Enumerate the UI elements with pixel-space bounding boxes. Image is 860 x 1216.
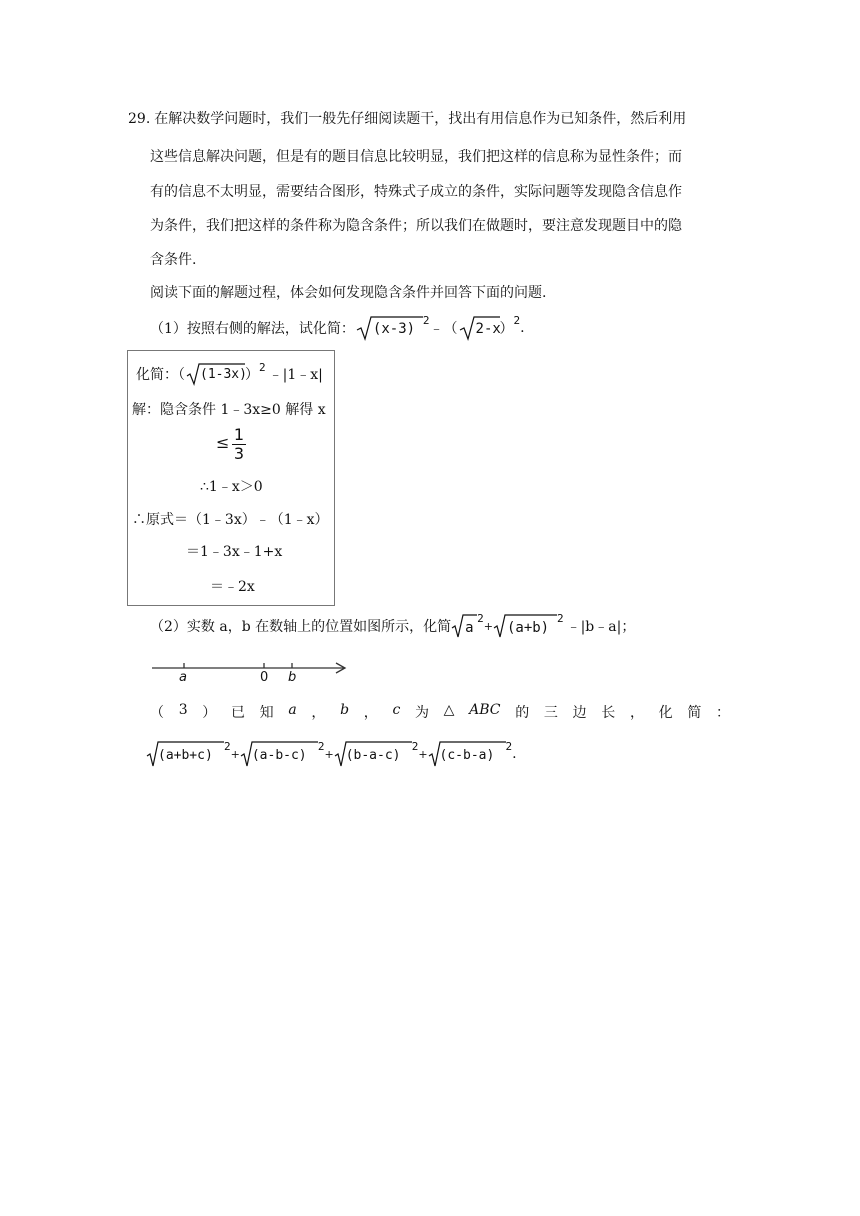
intro-line-5: 含条件.: [150, 252, 197, 268]
p3-token: 简: [687, 705, 702, 721]
box-l1-close: ）: [245, 367, 259, 383]
sqrt-2-minus-x: [458, 314, 500, 342]
problem-number: [128, 109, 686, 129]
fraction-denominator: 3: [233, 444, 245, 463]
part2-exponent-2: 2: [556, 611, 564, 625]
p3-token: （: [150, 705, 164, 721]
p3-token-triangle: △: [443, 702, 455, 718]
p3-token: ，: [629, 705, 644, 721]
part1-radicand-b: 2-x: [475, 321, 501, 337]
p3-token-c: c: [392, 702, 401, 718]
sqrt-a-squared: [451, 612, 477, 640]
part3-label: [150, 702, 730, 722]
p3-token-b: b: [340, 702, 350, 718]
sqrt-term-2: [240, 739, 318, 769]
box-l1-prefix: 化简：（: [136, 367, 185, 383]
sqrt-a-plus-b-squared: [493, 612, 557, 640]
axis-label-b: b: [288, 670, 297, 685]
question-number: 29.: [128, 111, 151, 127]
part2-question: [150, 610, 635, 642]
term-3-exponent: 2: [411, 739, 419, 753]
box-line-7: ＝﹣2x: [210, 579, 255, 595]
part2-tail: ﹣|b﹣a|；: [566, 619, 636, 635]
sqrt-1-minus-3x: [185, 361, 245, 387]
part1-close-paren: ）: [499, 321, 514, 337]
p3-token: 3: [178, 702, 188, 718]
example-solution-box: [127, 350, 335, 606]
sqrt-term-3: [334, 739, 412, 769]
read-instruction: 阅读下面的解题过程，体会如何发现隐含条件并回答下面的问题.: [150, 285, 547, 301]
part2-plus: +: [483, 619, 493, 633]
intro-line-2: 这些信息解决问题，但是有的题目信息比较明显，我们把这样的信息称为显性条件；而: [150, 149, 682, 165]
part2-radicand-1: a: [465, 620, 474, 636]
part2-exponent-1: 2: [477, 611, 484, 625]
box-line-1: [136, 361, 323, 387]
part1-minus: ﹣（: [429, 321, 458, 337]
p3-token: ）: [202, 705, 217, 721]
plus-2: +: [324, 747, 334, 761]
box-line-6: ＝1﹣3x﹣1+x: [186, 544, 283, 560]
p3-token: ，: [363, 705, 378, 721]
p3-token-abc: ABC: [469, 702, 501, 718]
p3-token: 长: [601, 705, 616, 721]
intro-line-4: 为条件，我们把这样的条件称为隐含条件；所以我们在做题时，要注意发现题目中的隐: [150, 218, 682, 234]
plus-1: +: [230, 747, 240, 761]
box-line-2: 解：隐含条件 1﹣3x≥0 解得 x: [132, 402, 326, 418]
box-line-5: ∴原式＝（1﹣3x）﹣（1﹣x）: [132, 512, 329, 528]
box-l1-tail: ﹣|1﹣x|: [268, 367, 323, 383]
part2-label: （2）实数 a，b 在数轴上的位置如图所示，化简: [150, 619, 452, 635]
axis-label-0: 0: [260, 670, 269, 685]
part3-expression: [146, 737, 517, 771]
p3-token: ，: [311, 705, 326, 721]
box-radicand: (1-3x): [200, 367, 247, 382]
term-4-exponent: 2: [505, 739, 513, 753]
part1-exponent-a: 2: [422, 313, 430, 327]
term-3-radicand: (b-a-c): [345, 748, 401, 763]
part3-period: .: [512, 746, 517, 762]
intro-line-1: 在解决数学问题时，我们一般先仔细阅读题干，找出有用信息作为已知条件，然后利用: [154, 111, 687, 127]
plus-3: +: [418, 747, 428, 761]
p3-token: 已: [230, 705, 245, 721]
part1-question: [150, 312, 525, 344]
p3-token-a: a: [288, 702, 297, 718]
axis-label-a: a: [179, 670, 187, 685]
part1-label: （1）按照右侧的解法，试化简：: [150, 321, 355, 337]
part1-radicand-a: (x-3): [372, 321, 416, 337]
box-line-4: ∴1﹣x＞0: [200, 479, 263, 495]
p3-token: ：: [716, 705, 730, 721]
p3-token: 化: [658, 705, 673, 721]
part2-radicand-2: (a+b): [506, 620, 550, 636]
fraction-one-third: [232, 427, 246, 462]
intro-line-3: 有的信息不太明显，需要结合图形，特殊式子成立的条件，实际问题等发现隐含信息作: [150, 184, 682, 200]
fraction-numerator: 1: [233, 425, 245, 444]
box-leq-symbol: ≤: [216, 433, 230, 452]
term-2-radicand: (a-b-c): [251, 748, 307, 763]
sqrt-term-4: [428, 739, 506, 769]
sqrt-x-minus-3: [355, 314, 423, 342]
p3-token: 三: [543, 705, 558, 721]
term-2-exponent: 2: [317, 739, 325, 753]
p3-token: 为: [414, 705, 429, 721]
p3-token: 知: [259, 705, 274, 721]
part1-exponent-b: 2: [513, 313, 521, 327]
term-1-radicand: (a+b+c): [158, 748, 213, 763]
p3-token: 的: [515, 705, 530, 721]
part1-period: .: [520, 320, 525, 336]
p3-token: 边: [572, 705, 587, 721]
sqrt-term-1: [146, 739, 224, 769]
term-1-exponent: 2: [224, 739, 231, 753]
number-line: [150, 656, 350, 690]
term-4-radicand: (c-b-a): [439, 748, 495, 763]
box-l1-exponent: 2: [259, 360, 266, 374]
